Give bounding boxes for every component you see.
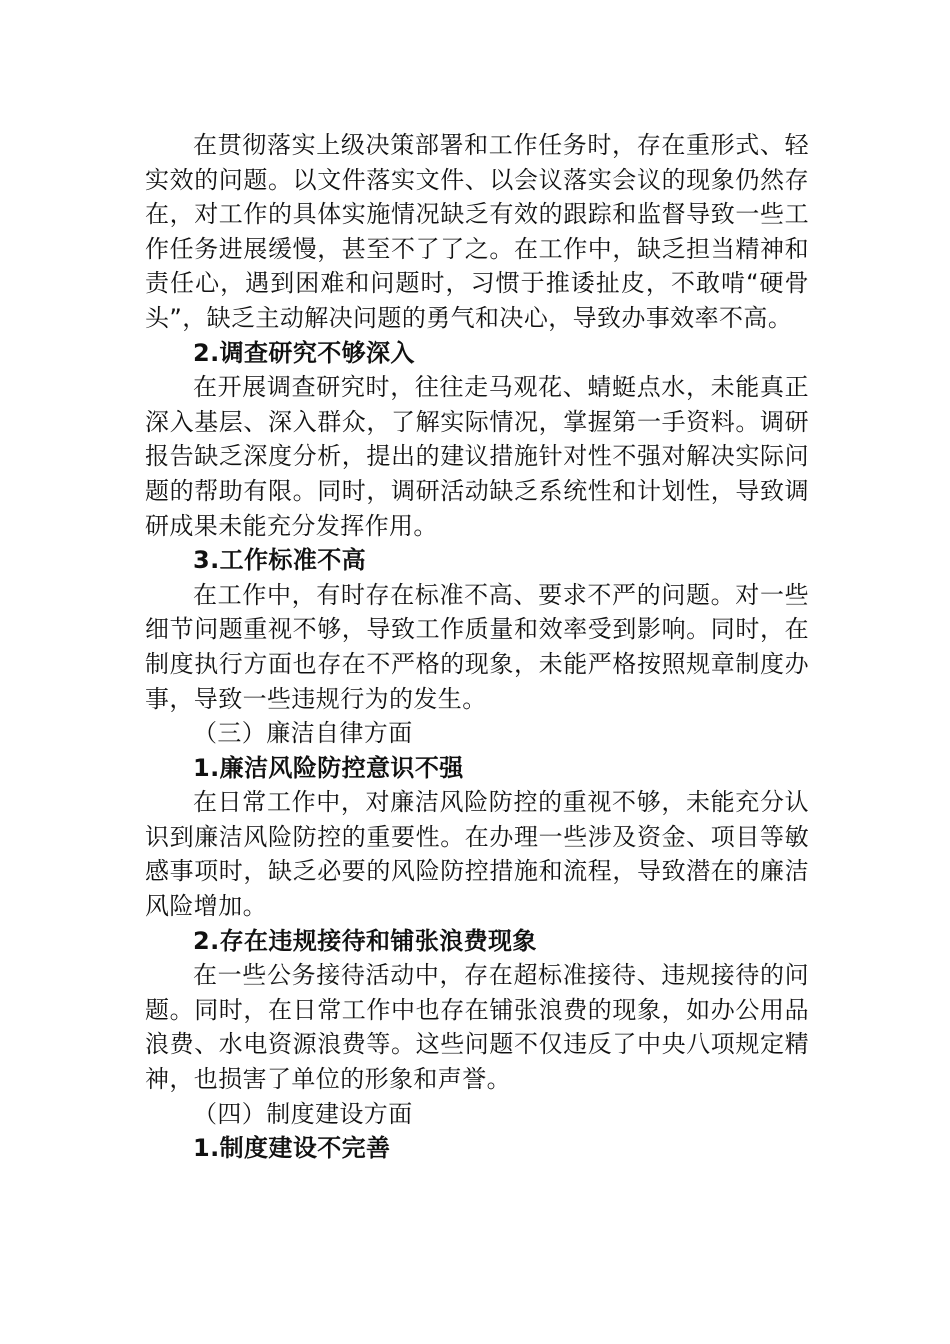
paragraph-research: 在开展调查研究时，往往走马观花、蜻蜓点水，未能真正深入基层、深入群众，了解实际情况，掌握第一手资料。调研报告缺乏深度分析，提出的建议措施针对性不强对解决实际问题的帮助有限。同时，调研活动缺乏系统性和计划性，导致调研成果未能充分发挥作用。 [145,373,809,540]
paragraph-integrity-risk: 在日常工作中，对廉洁风险防控的重视不够，未能充分认识到廉洁风险防控的重要性。在办理一些涉及资金、项目等敏感事项时，缺乏必要的风险防控措施和流程，导致潜在的廉洁风险增加。 [145,788,809,921]
heading-work-standards: 3.工作标准不高 [193,546,367,575]
heading-reception-waste: 2.存在违规接待和铺张浪费现象 [193,926,537,955]
heading-research-not-deep: 2.调查研究不够深入 [193,338,415,367]
section-title-institution: （四）制度建设方面 [193,1099,413,1128]
paragraph-work-standards: 在工作中，有时存在标准不高、要求不严的问题。对一些细节问题重视不够，导致工作质量和效率受到影响。同时，在制度执行方面也存在不严格的现象，未能严格按照规章制度办事，导致一些违规行为的发生。 [145,580,809,713]
section-title-integrity: （三）廉洁自律方面 [193,719,413,748]
heading-institution-incomplete: 1.制度建设不完善 [193,1134,391,1163]
heading-integrity-risk: 1.廉洁风险防控意识不强 [193,753,464,782]
paragraph-reception-waste: 在一些公务接待活动中，存在超标准接待、违规接待的问题。同时，在日常工作中也存在铺张浪费的现象，如办公用品浪费、水电资源浪费等。这些问题不仅违反了中央八项规定精神，也损害了单位的形象和声誉。 [145,961,809,1094]
document-body [145,128,809,1166]
paragraph-work-implementation: 在贯彻落实上级决策部署和工作任务时，存在重形式、轻实效的问题。以文件落实文件、以会议落实会议的现象仍然存在，对工作的具体实施情况缺乏有效的跟踪和监督导致一些工作任务进展缓慢，甚至不了了之。在工作中，缺乏担当精神和责任心，遇到困难和问题时，习惯于推诿扯皮，不敢啃“硬骨头”，缺乏主动解决问题的勇气和决心，导致办事效率不高。 [145,131,809,332]
